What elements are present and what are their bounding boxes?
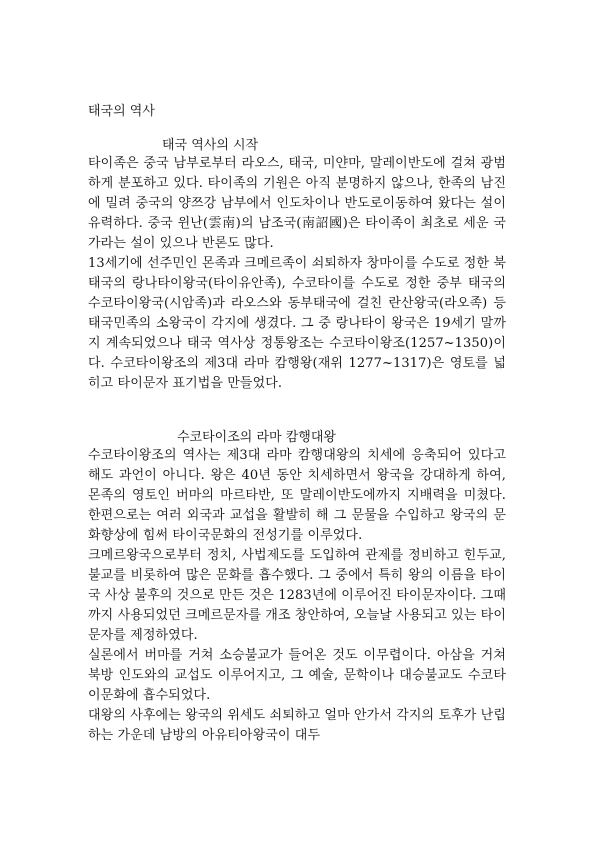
section-heading-ramkhamhaeng: 수코타이조의 라마 캄행대왕 — [177, 430, 336, 445]
document-title: 태국의 역사 — [88, 104, 155, 119]
paragraph: 크메르왕국으로부터 정치, 사법제도를 도입하여 관제를 정비하고 힌두교, 불교를 비롯하여 많은 문화를 흡수했다. 그 중에서 특히 왕의 이름을 타이국 사상 불후의 것으로 만든 것은 1283년에 이루어진 타이문자이다. 그때까지 사용되었던 크메르문자를 개조 창안하여, 오늘날 사용되고 있는 타이문자를 제정하였다. — [88, 548, 506, 643]
paragraph: 타이족은 중국 남부로부터 라오스, 태국, 미얀마, 말레이반도에 걸쳐 광범하게 분포하고 있다. 타이족의 기원은 아직 분명하지 않으나, 한족의 남진에 밀려 중국의 양쯔강 남부에서 인도차이나 반도로이동하여 왔다는 설이 유력하다. 중국 윈난(雲南)의 남조국(南詔國)은 타이족이 최초로 세운 국가라는 설이 있으나 반론도 많다. — [88, 156, 506, 251]
paragraph: 수코타이왕조의 역사는 제3대 라마 캄행대왕의 치세에 응축되어 있다고 해도 과언이 아니다. 왕은 40년 동안 치세하면서 왕국을 강대하게 하여, 몬족의 영토인 버마의 마르타반, 또 말레이반도에까지 지배력을 미쳤다. 한편으로는 여러 외국과 교섭을 활발히 해 그 문물을 수입하고 왕국의 문화향상에 힘써 타이국문화의 전성기를 이루었다. — [88, 448, 506, 543]
section-body-history-start — [88, 154, 506, 394]
paragraph: 13세기에 선주민인 몬족과 크메르족이 쇠퇴하자 창마이를 수도로 정한 북태국의 랑나타이왕국(타이유안족), 수코타이를 수도로 정한 중부 태국의 수코타이왕국(시암족)과 라오스와 동부태국에 걸친 란산왕국(라오족) 등 태국민족의 소왕국이 각지에 생겼다. 그 중 랑나타이 왕국은 19세기 말까지 계속되었으나 태국 역사상 정통왕조는 수코타이왕조(1257~1350)이다. 수코타이왕조의 제3대 라마 캄행왕(재위 1277~1317)은 영토를 넓히고 타이문자 표기법을 만들었다. — [88, 256, 506, 391]
section-heading-history-start: 태국 역사의 시작 — [162, 138, 259, 153]
paragraph: 실론에서 버마를 거쳐 소승불교가 들어온 것도 이무렵이다. 아삼을 거쳐 북방 인도와의 교섭도 이루어지고, 그 예술, 문학이나 대승불교도 수코타이문화에 흡수되었다. — [88, 648, 506, 703]
section-body-ramkhamhaeng — [88, 446, 506, 746]
paragraph: 대왕의 사후에는 왕국의 위세도 쇠퇴하고 얼마 안가서 각지의 토후가 난립하는 가운데 남방의 아유티아왕국이 대두 — [88, 708, 506, 743]
